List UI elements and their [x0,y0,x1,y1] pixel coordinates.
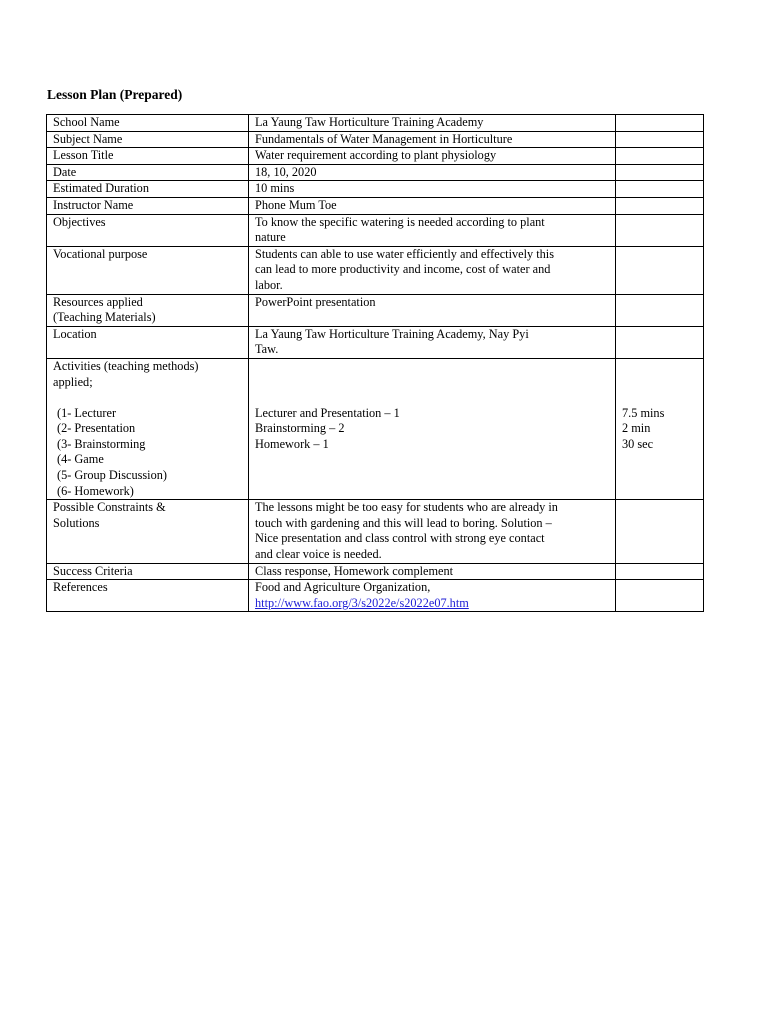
constraints-line: and clear voice is needed. [255,547,382,562]
table-row [47,197,704,214]
constraints-line: Nice presentation and class control with strong eye contact [255,531,545,546]
table-row [47,181,704,198]
constraints-label-line: Solutions [53,515,100,530]
label-cell: Lesson Title [47,148,249,165]
activities-label-line: applied; [53,374,93,389]
vocational-line: labor. [255,277,283,292]
objectives-line: nature [255,230,286,245]
value-cell: Water requirement according to plant physiology [249,148,616,165]
document-title: Lesson Plan (Prepared) [47,87,183,102]
value-cell: Phone Mum Toe [249,197,616,214]
activity-line: Lecturer and Presentation – 1 [255,405,400,420]
table-row [47,500,704,563]
method-item: (4- Game [57,452,104,467]
extra-cell [616,500,704,563]
method-item: (1- Lecturer [57,405,117,420]
time-value: 7.5 mins [622,405,665,420]
table-row [47,164,704,181]
extra-cell [616,580,704,612]
label-cell [47,294,249,326]
method-item: (2- Presentation [57,421,136,436]
label-cell: References [47,580,249,612]
value-cell [249,214,616,246]
table-row [47,326,704,358]
table-row [47,294,704,326]
table-row [47,358,704,499]
label-cell: Subject Name [47,131,249,148]
extra-cell [616,326,704,358]
reference-link[interactable]: http://www.fao.org/3/s2022e/s2022e07.htm [255,595,469,610]
reference-source: Food and Agriculture Organization, [255,580,431,595]
table-row [47,246,704,294]
activity-line: Homework – 1 [255,436,329,451]
resources-label-line: (Teaching Materials) [53,310,156,325]
table-row [47,580,704,612]
table-row [47,563,704,580]
value-cell: Class response, Homework complement [249,563,616,580]
extra-cell [616,246,704,294]
label-cell: Instructor Name [47,197,249,214]
label-cell: Location [47,326,249,358]
value-cell [249,358,616,499]
table-row [47,148,704,165]
constraints-line: The lessons might be too easy for students who are already in [255,500,558,515]
value-cell: PowerPoint presentation [249,294,616,326]
value-cell: 10 mins [249,181,616,198]
time-value: 30 sec [622,436,654,451]
label-cell: Vocational purpose [47,246,249,294]
table-row [47,131,704,148]
method-item: (6- Homework) [57,483,134,498]
value-cell [249,580,616,612]
extra-cell [616,115,704,132]
value-cell [249,326,616,358]
lesson-plan-table [46,114,704,612]
value-cell [249,246,616,294]
location-line: La Yaung Taw Horticulture Training Academy, Nay Pyi [255,326,529,341]
label-cell: Success Criteria [47,563,249,580]
location-line: Taw. [255,342,279,357]
value-cell [249,500,616,563]
constraints-label-line: Possible Constraints & [53,500,166,515]
time-cell [616,358,704,499]
method-item: (3- Brainstorming [57,436,146,451]
extra-cell [616,181,704,198]
value-cell: Fundamentals of Water Management in Horticulture [249,131,616,148]
extra-cell [616,148,704,165]
constraints-line: touch with gardening and this will lead to boring. Solution – [255,515,552,530]
activity-line: Brainstorming – 2 [255,421,345,436]
time-value: 2 min [622,421,651,436]
label-cell: Date [47,164,249,181]
objectives-line: To know the specific watering is needed according to plant [255,214,545,229]
label-cell: Estimated Duration [47,181,249,198]
extra-cell [616,197,704,214]
label-cell [47,358,249,499]
method-item: (5- Group Discussion) [57,468,167,483]
resources-label-line: Resources applied [53,294,143,309]
extra-cell [616,294,704,326]
value-cell: La Yaung Taw Horticulture Training Academy [249,115,616,132]
label-cell [47,500,249,563]
table-row [47,115,704,132]
value-cell: 18, 10, 2020 [249,164,616,181]
extra-cell [616,131,704,148]
extra-cell [616,164,704,181]
activities-label-line: Activities (teaching methods) [53,358,199,373]
extra-cell [616,563,704,580]
label-cell: Objectives [47,214,249,246]
extra-cell [616,214,704,246]
table-row [47,214,704,246]
vocational-line: Students can able to use water efficiently and effectively this [255,246,555,261]
vocational-line: can lead to more productivity and income, cost of water and [255,262,551,277]
label-cell: School Name [47,115,249,132]
